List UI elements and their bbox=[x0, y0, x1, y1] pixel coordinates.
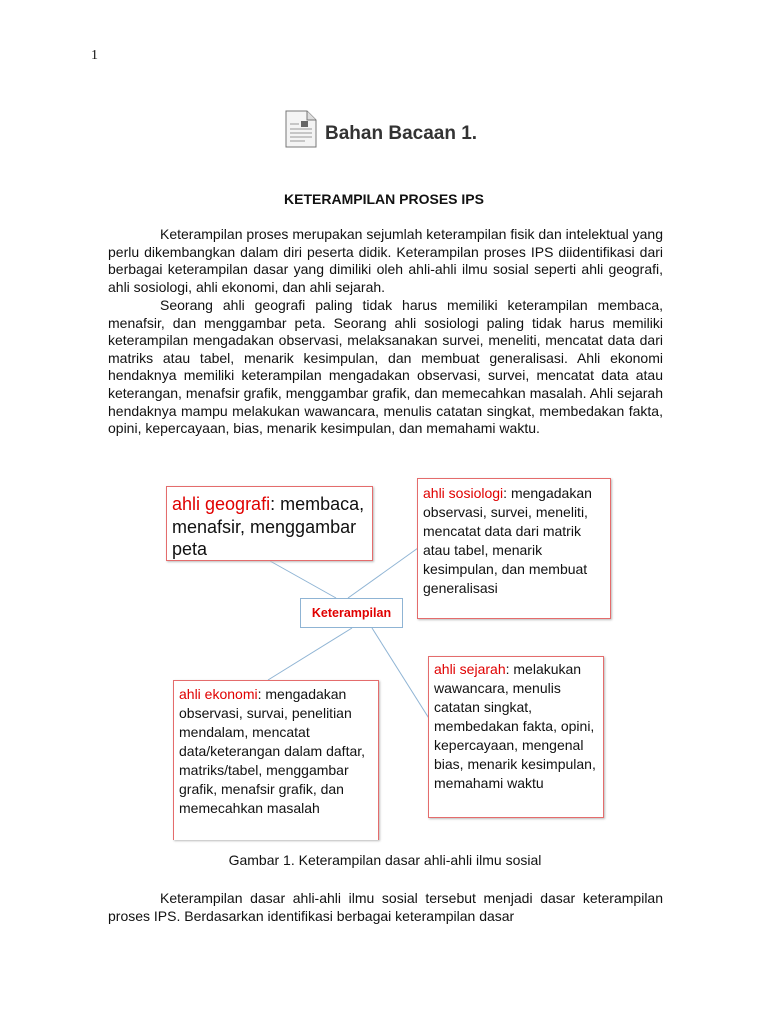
ekonomi-box bbox=[173, 680, 379, 840]
paragraph-1-text: Keterampilan proses merupakan sejumlah keterampilan fisik dan intelektual yang perlu dikembangkan dalam diri peserta didik. Keterampilan proses IPS diidentifikasi dari berbagai keterampilan dasar yang dimiliki oleh ahli-ahli ilmu sosial seperti ahli geografi, ahli sosiologi, ahli ekonomi, dan ahli sejarah. bbox=[108, 226, 663, 295]
center-node: Keterampilan bbox=[300, 598, 403, 628]
geografi-box bbox=[166, 486, 373, 561]
ekonomi-key: ahli ekonomi bbox=[179, 686, 258, 702]
sosiologi-box bbox=[417, 478, 611, 619]
sejarah-box bbox=[428, 656, 604, 818]
section-title: KETERAMPILAN PROSES IPS bbox=[284, 191, 484, 207]
page-number: 1 bbox=[91, 48, 98, 63]
ekonomi-text: : mengadakan observasi, survai, penelitian mendalam, mencatat data/keterangan dalam daftar, matriks/tabel, menggambar grafik, menafsir grafik, dan memecahkan masalah bbox=[179, 686, 366, 816]
sejarah-text: : melakukan wawancara, menulis catatan singkat, membedakan fakta, opini, kepercayaan, mengenal bias, menarik kesimpulan, memahami waktu bbox=[434, 661, 596, 791]
sosiologi-key: ahli sosiologi bbox=[423, 485, 504, 501]
geografi-text: : membaca, menafsir, menggambar peta bbox=[172, 494, 365, 559]
paragraph-3 bbox=[108, 890, 663, 925]
paragraph-2-text: Seorang ahli geografi paling tidak harus memiliki keterampilan membaca, menafsir, dan menggambar peta. Seorang ahli sosiologi paling tidak harus memiliki keterampilan mengadakan observasi, melaksanakan survei, meneliti, mencatat data dari matriks atau tabel, menarik kesimpulan, dan membuat generalisasi. Ahli ekonomi hendaknya memiliki keterampilan mengadakan observasi, survei, mencatat data atau keterangan, menafsir grafik, menggambar grafik, dan memecahkan masalah. Ahli sejarah hendaknya mampu melakukan wawancara, menulis catatan singkat, membedakan fakta, opini, kepercayaan, bias, menarik kesimpulan, dan memahami waktu. bbox=[108, 297, 663, 437]
heading-title: Bahan Bacaan 1. bbox=[325, 123, 478, 144]
connector-geografi bbox=[270, 561, 336, 598]
sosiologi-text: : mengadakan observasi, survei, meneliti, mencatat data dari matrik atau tabel, menarik kesimpulan, dan membuat generalisasi bbox=[423, 485, 592, 596]
sejarah-key: ahli sejarah bbox=[434, 661, 506, 677]
connector-ekonomi bbox=[268, 628, 352, 680]
figure-caption: Gambar 1. Keterampilan dasar ahli-ahli ilmu sosial bbox=[228, 852, 542, 868]
paragraph-3-text: Keterampilan dasar ahli-ahli ilmu sosial tersebut menjadi dasar keterampilan proses IPS. Berdasarkan identifikasi berbagai keterampilan dasar bbox=[108, 890, 663, 924]
connector-sejarah bbox=[372, 628, 430, 720]
geografi-key: ahli geografi bbox=[172, 494, 271, 514]
